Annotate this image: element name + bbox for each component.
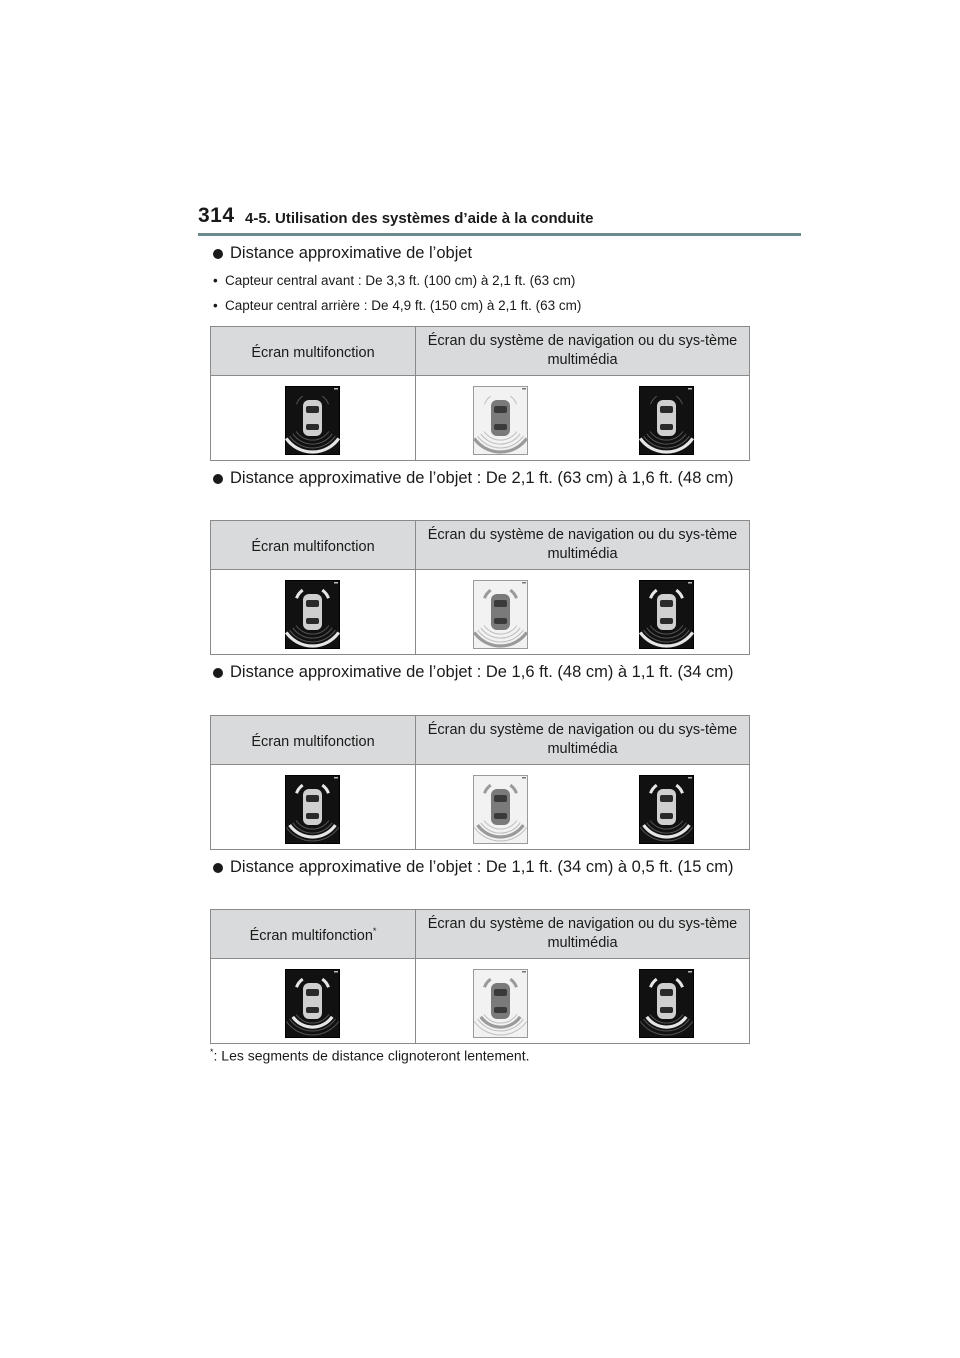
- col-header-navigation: Écran du système de navigation ou du sys-tème multimédia: [416, 521, 750, 570]
- page-number: 314: [198, 204, 235, 227]
- multi-display-screen: [285, 775, 340, 844]
- col-header-navigation: Écran du système de navigation ou du sys-tème multimédia: [416, 327, 750, 376]
- multimedia-screen: [639, 969, 694, 1038]
- col-header-navigation: Écran du système de navigation ou du sys-tème multimédia: [416, 716, 750, 765]
- subitem-front-sensor: • Capteur central avant : De 3,3 ft. (100 cm) à 2,1 ft. (63 cm): [213, 273, 576, 288]
- navigation-screen: [473, 969, 528, 1038]
- footnote-marker: *: [372, 926, 377, 937]
- footnote: *: Les segments de distance clignoteront lentement.: [210, 1047, 530, 1064]
- multi-display-screen: [285, 386, 340, 455]
- multimedia-screen: [639, 580, 694, 649]
- subitem-rear-sensor: • Capteur central arrière : De 4,9 ft. (150 cm) à 2,1 ft. (63 cm): [213, 298, 582, 313]
- col-header-navigation: Écran du système de navigation ou du sys-tème multimédia: [416, 910, 750, 959]
- bullet-icon: [213, 474, 223, 484]
- multimedia-screen: [639, 775, 694, 844]
- distance-heading-3: Distance approximative de l’objet : De 1,6 ft. (48 cm) à 1,1 ft. (34 cm): [213, 662, 773, 683]
- navigation-screen: [473, 386, 528, 455]
- display-table-4: [210, 909, 750, 1044]
- distance-heading-4: Distance approximative de l’objet : De 1,1 ft. (34 cm) à 0,5 ft. (15 cm): [213, 857, 773, 878]
- col-header-multi-display: Écran multifonction*: [211, 910, 416, 959]
- multi-display-screen: [285, 580, 340, 649]
- col-header-multi-display: Écran multifonction: [211, 327, 416, 376]
- col-header-multi-display: Écran multifonction: [211, 521, 416, 570]
- multimedia-screen: [639, 386, 694, 455]
- bullet-icon: [213, 668, 223, 678]
- display-table-1: [210, 326, 750, 461]
- bullet-icon: [213, 249, 223, 259]
- section-title: 4-5. Utilisation des systèmes d’aide à la conduite: [245, 210, 594, 227]
- distance-heading-1: Distance approximative de l’objet: [213, 243, 773, 264]
- navigation-screen: [473, 580, 528, 649]
- multi-display-screen: [285, 969, 340, 1038]
- header-rule: [198, 233, 801, 236]
- bullet-icon: [213, 863, 223, 873]
- display-table-2: [210, 520, 750, 655]
- display-table-3: [210, 715, 750, 850]
- page-header: [198, 204, 801, 236]
- col-header-multi-display: Écran multifonction: [211, 716, 416, 765]
- distance-heading-2: Distance approximative de l’objet : De 2,1 ft. (63 cm) à 1,6 ft. (48 cm): [213, 468, 773, 489]
- navigation-screen: [473, 775, 528, 844]
